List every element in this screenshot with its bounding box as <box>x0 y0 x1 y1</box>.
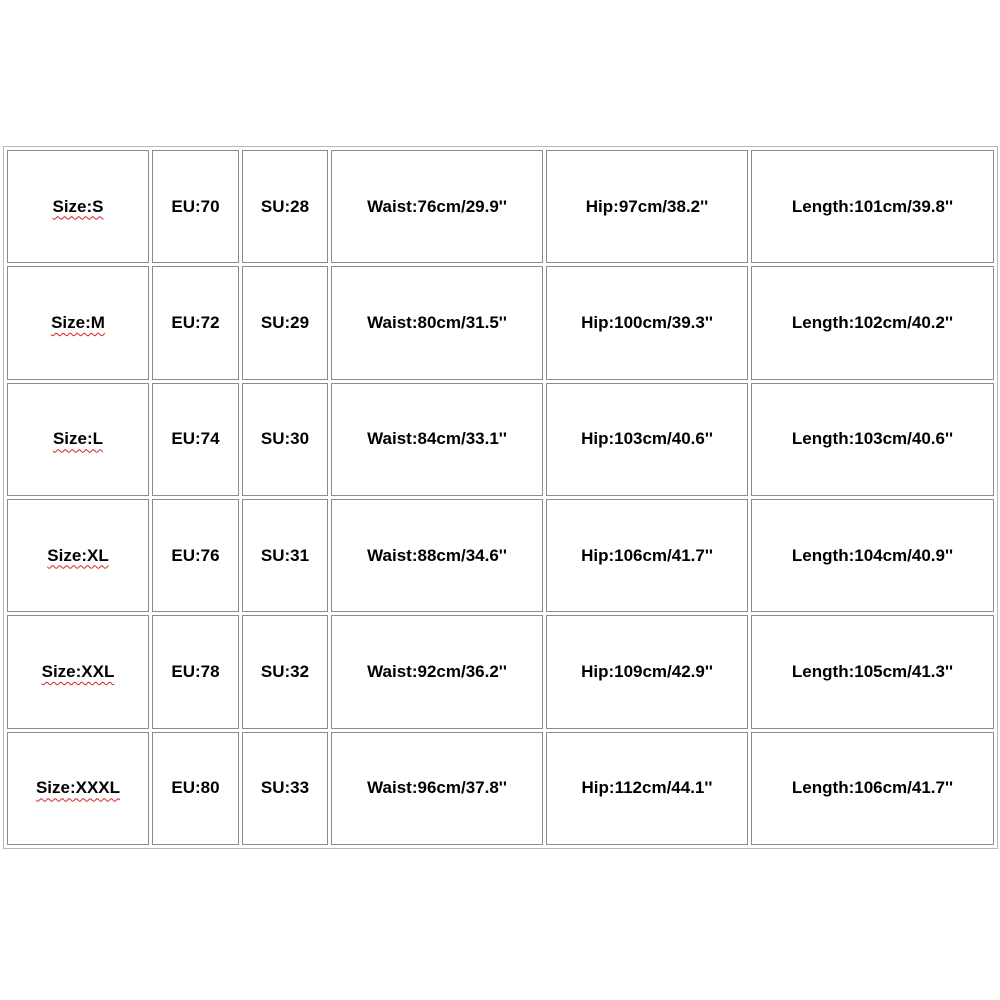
length-cell: Length:104cm/40.9'' <box>751 499 994 612</box>
size-label: Size:XXL <box>41 661 115 681</box>
waist-cell: Waist:76cm/29.9'' <box>331 150 543 263</box>
waist-cell: Waist:80cm/31.5'' <box>331 266 543 379</box>
hip-cell: Hip:106cm/41.7'' <box>546 499 748 612</box>
table-row <box>7 615 994 728</box>
eu-size-cell: EU:74 <box>152 383 239 496</box>
length-cell: Length:105cm/41.3'' <box>751 615 994 728</box>
size-cell <box>7 383 149 496</box>
hip-cell: Hip:109cm/42.9'' <box>546 615 748 728</box>
size-cell <box>7 499 149 612</box>
length-cell: Length:101cm/39.8'' <box>751 150 994 263</box>
eu-size-cell: EU:70 <box>152 150 239 263</box>
size-cell <box>7 732 149 845</box>
size-cell <box>7 615 149 728</box>
eu-size-cell: EU:76 <box>152 499 239 612</box>
hip-cell: Hip:103cm/40.6'' <box>546 383 748 496</box>
table-row <box>7 383 994 496</box>
su-size-cell: SU:33 <box>242 732 328 845</box>
hip-cell: Hip:100cm/39.3'' <box>546 266 748 379</box>
waist-cell: Waist:92cm/36.2'' <box>331 615 543 728</box>
size-chart-table <box>3 146 998 849</box>
size-label: Size:XL <box>47 545 109 565</box>
su-size-cell: SU:32 <box>242 615 328 728</box>
table-row <box>7 499 994 612</box>
su-size-cell: SU:30 <box>242 383 328 496</box>
size-label: Size:L <box>52 429 104 449</box>
eu-size-cell: EU:78 <box>152 615 239 728</box>
eu-size-cell: EU:80 <box>152 732 239 845</box>
length-cell: Length:103cm/40.6'' <box>751 383 994 496</box>
waist-cell: Waist:88cm/34.6'' <box>331 499 543 612</box>
length-cell: Length:106cm/41.7'' <box>751 732 994 845</box>
waist-cell: Waist:96cm/37.8'' <box>331 732 543 845</box>
hip-cell: Hip:97cm/38.2'' <box>546 150 748 263</box>
table-row <box>7 150 994 263</box>
size-label: Size:XXXL <box>35 778 121 798</box>
su-size-cell: SU:28 <box>242 150 328 263</box>
eu-size-cell: EU:72 <box>152 266 239 379</box>
hip-cell: Hip:112cm/44.1'' <box>546 732 748 845</box>
table-row <box>7 732 994 845</box>
su-size-cell: SU:29 <box>242 266 328 379</box>
size-label: Size:M <box>51 312 105 332</box>
su-size-cell: SU:31 <box>242 499 328 612</box>
length-cell: Length:102cm/40.2'' <box>751 266 994 379</box>
table-row <box>7 266 994 379</box>
size-cell <box>7 150 149 263</box>
size-label: Size:S <box>52 196 104 216</box>
waist-cell: Waist:84cm/33.1'' <box>331 383 543 496</box>
size-cell <box>7 266 149 379</box>
